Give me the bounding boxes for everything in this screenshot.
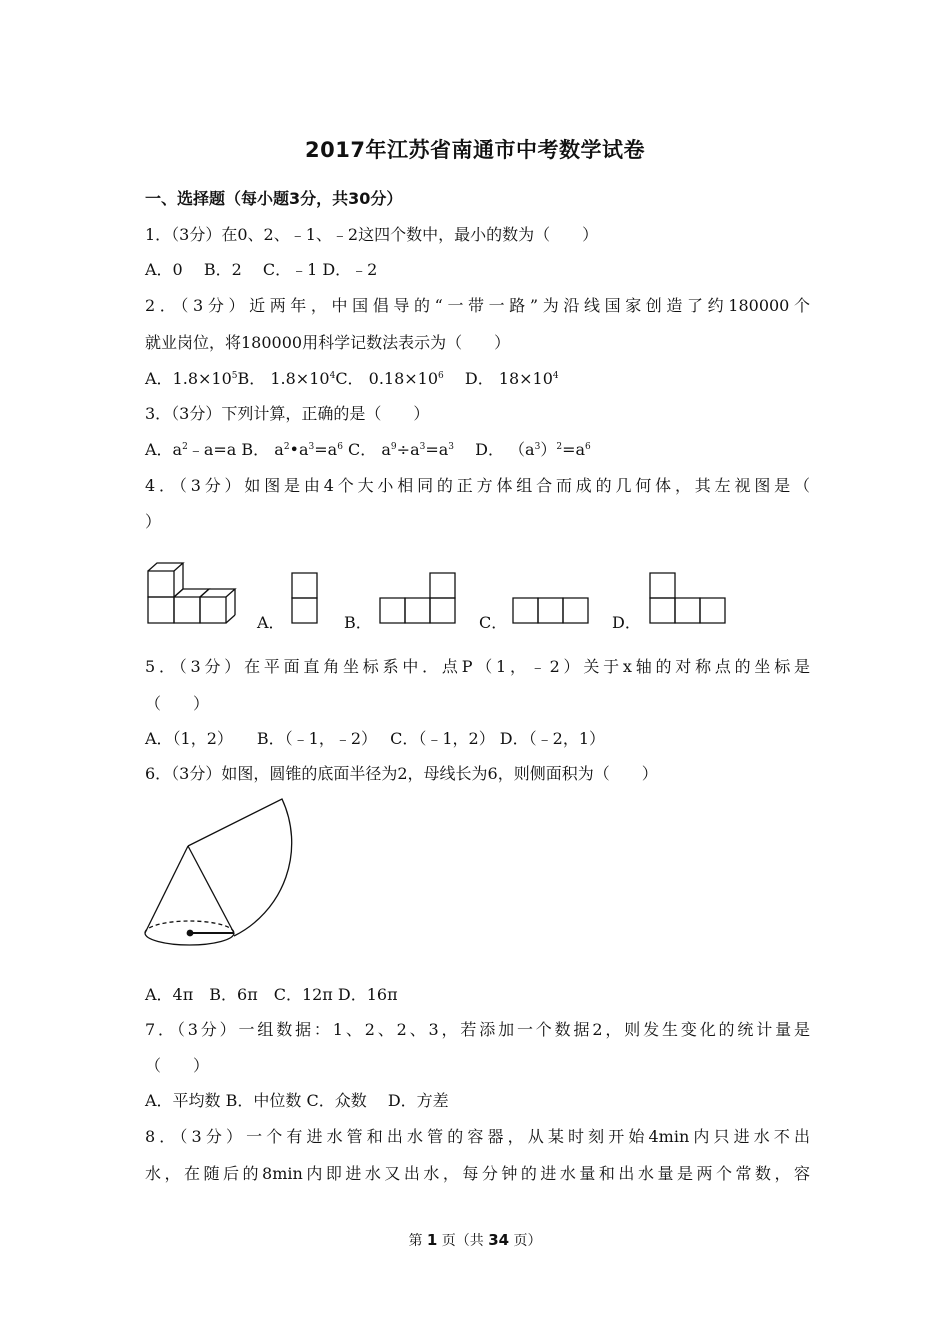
question-7-options: A．平均数 B．中位数 C．众数 D．方差 [145, 1091, 449, 1110]
page-footer: 第 1 页（共 34 页） [408, 1231, 542, 1249]
question-5-stem-line1: 5．（3分）在平面直角坐标系中．点P（1，﹣2）关于x轴的对称点的坐标是 [145, 657, 810, 676]
question-2-stem-line1: 2．（3分）近两年，中国倡导的“一带一路”为沿线国家创造了约180000个 [145, 296, 810, 315]
page-number: 1 [426, 1231, 438, 1249]
page-total: 34 [488, 1231, 510, 1249]
question-7-stem-line1: 7．（3分）一组数据：1、2、2、3，若添加一个数据2，则发生变化的统计量是 [145, 1020, 810, 1039]
option-b-label: B． [344, 613, 372, 632]
question-3-options: A．$a^2﹣a=a$ B． $a^2•a^3=a^6$ C． $a^9\div a^3=a^3$ D． $(a^3)^2=a^6$ [145, 440, 591, 459]
option-d-label: D． [612, 613, 641, 632]
cone-net-figure [143, 796, 293, 948]
question-5-options: A．（1，2） B．（﹣1，﹣2） C．（﹣1，2） D．（﹣2，1） [145, 729, 605, 748]
page-title: 2017年江苏省南通市中考数学试卷 [305, 138, 645, 162]
question-1-options: A．0 B．2 C．﹣1 D．﹣2 [145, 260, 378, 279]
question-5-stem-line2: （ ） [145, 694, 210, 713]
option-b-figure [379, 572, 459, 626]
question-8-stem-line1: 8．（3分）一个有进水管和出水管的容器，从某时刻开始4min内只进水不出 [145, 1127, 810, 1146]
question-2-options: A．$1.8\times 10^5B$． $1.8\times 10^4C$． $0.18\times 10^6$ D． $18\times 10^4$ [145, 369, 559, 388]
question-2-stem-line2: 就业岗位，将180000用科学记数法表示为（ ） [145, 333, 511, 352]
question-4-stem-line2: ） [145, 512, 162, 531]
section-heading: 一、选择题（每小题3分，共30分） [145, 189, 403, 208]
question-7-stem-line2: （ ） [145, 1056, 210, 1075]
question-6-stem: 6．（3分）如图，圆锥的底面半径为2，母线长为6，则侧面积为（ ） [145, 764, 658, 783]
option-c-figure [512, 597, 592, 625]
question-8-stem-line2: 水，在随后的8min内即进水又出水，每分钟的进水量和出水量是两个常数，容 [145, 1164, 810, 1183]
option-a-figure [291, 572, 319, 626]
option-a-label: A． [257, 613, 285, 632]
option-c-label: C． [479, 613, 508, 632]
question-1-stem: 1．（3分）在0、2、﹣1、﹣2这四个数中，最小的数为（ ） [145, 225, 599, 244]
question-6-options: A．4π B．6π C．12π D．16π [145, 985, 398, 1004]
question-3-stem: 3．（3分）下列计算，正确的是（ ） [145, 404, 430, 423]
cube-solid-figure [147, 561, 239, 625]
question-4-stem-line1: 4．（3分）如图是由4个大小相同的正方体组合而成的几何体，其左视图是（ [145, 476, 810, 495]
option-d-figure [649, 572, 729, 626]
